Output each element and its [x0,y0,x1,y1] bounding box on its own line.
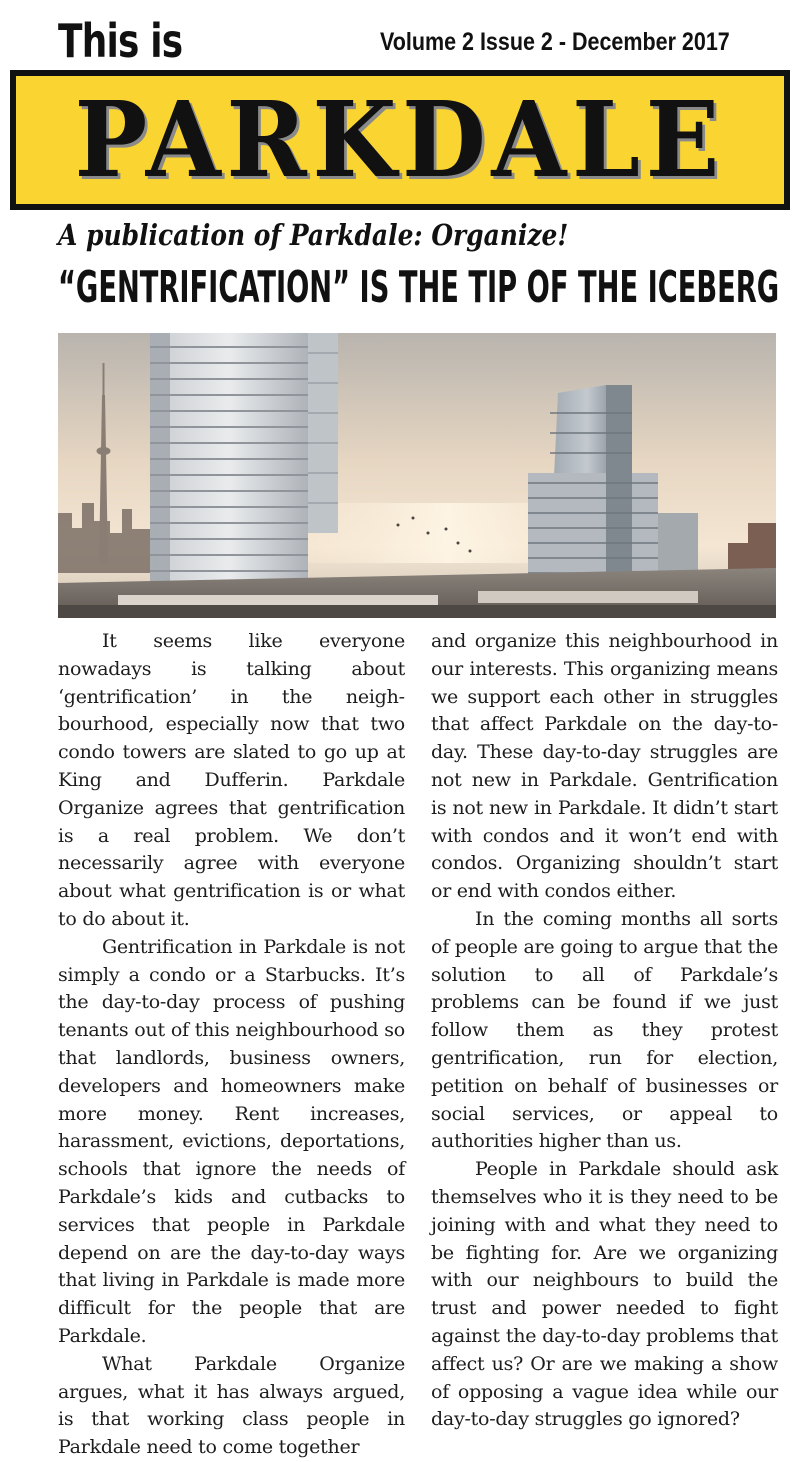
kicker-text: This is [58,14,183,68]
paragraph: and organize this neighbourhood in our interests. This organizing means we support each other in struggles that affect Parkdale on the day-to-day. These day-to-day struggles are not new in Parkdale. Gentrification is not new in Parkdale. It didn’t start with condos and it won’t end with condos. Organizing shouldn’t start or end with condos either. [431,630,778,903]
condo-towers-photo [58,333,776,618]
paragraph: In the coming months all sorts of people are going to argue that the solution to all of Parkdale’s problems can be found if we just follow them as they protest gentrification, run for election, petition on behalf of businesses or social services, or appeal to authorities higher than us. [431,907,778,1153]
article-column-right [431,628,778,1431]
issue-info: Volume 2 Issue 2 - December 2017 [380,28,730,56]
masthead-title: PARKDALE [74,78,726,201]
article-headline: “GENTRIFICATION” IS THE TIP OF THE ICEBERG [58,262,780,313]
paragraph: People in Parkdale should ask themselves who it is they need to be joining with and what they need to be fighting for. Are we organizing with our neighbours to build the trust and power needed to fight against the day-to-day problems that affect us? Or are we making a show of opposing a vague idea while our day-to-day struggles go ignored? [431,1158,778,1431]
condo-rendering-image [58,333,776,618]
masthead-banner [10,70,790,210]
paragraph: Gentrification in Parkdale is not simply a condo or a Starbucks. It’s the day-to-day process of pushing tenants out of this neighbourhood so that landlords, business owners, developers and homeowners make more money. Rent increases, harassment, evictions, deportations, schools that ignore the needs of Parkdale’s kids and cutbacks to services that people in Parkdale depend on are the day-to-day ways that living in Parkdale is made more difficult for the people that are Parkdale. [58,935,405,1347]
paragraph: It seems like everyone nowadays is talking about ‘gentrification’ in the neighbourhood, especially now that two condo towers are slated to go up at King and Dufferin. Parkdale Organize agrees that gentrification is a real problem. We don’t necessarily agree with everyone about what gentrification is or what to do about it. [58,630,405,930]
masthead-panel [16,76,784,204]
tagline: A publication of Parkdale: Organize! [58,218,569,252]
paragraph: What Parkdale Organize argues, what it has always argued, is that working class people in Parkdale need to come together [58,1352,405,1459]
article-body [58,628,778,1459]
article-column-left [58,628,405,1459]
